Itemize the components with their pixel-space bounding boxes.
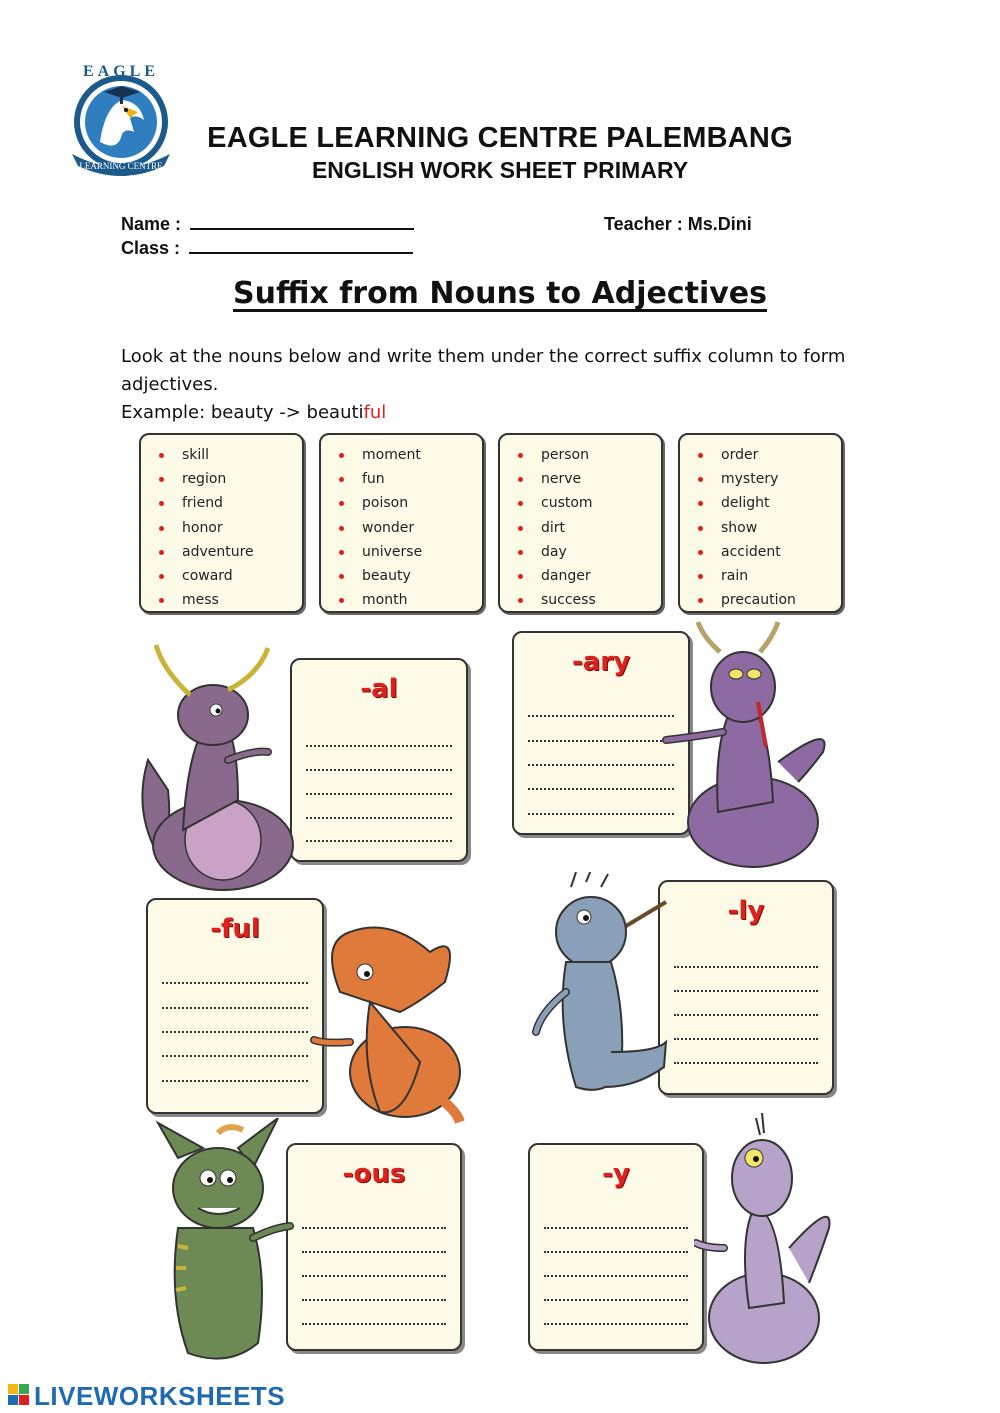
suffix-board-ous: [286, 1143, 462, 1351]
lilac-dragon-illustration: [694, 1108, 834, 1368]
answer-line[interactable]: [544, 1323, 688, 1325]
purple-dragon-illustration: [128, 640, 300, 895]
answer-line[interactable]: [162, 1080, 308, 1082]
answer-input[interactable]: [162, 961, 308, 981]
noun-item[interactable]: mystery: [698, 467, 841, 491]
name-label: Name :: [121, 214, 182, 234]
answer-line[interactable]: [674, 990, 818, 992]
noun-item[interactable]: coward: [159, 564, 302, 588]
answer-input[interactable]: [528, 767, 674, 787]
answer-input[interactable]: [544, 1206, 688, 1226]
suffix-board-al: [290, 658, 468, 862]
suffix-label-ary: -ary: [571, 647, 631, 677]
noun-item[interactable]: day: [518, 540, 661, 564]
answer-line[interactable]: [544, 1275, 688, 1277]
answer-input[interactable]: [306, 748, 452, 768]
answer-line[interactable]: [528, 715, 674, 717]
answer-line[interactable]: [302, 1275, 446, 1277]
noun-item[interactable]: show: [698, 516, 841, 540]
answer-line[interactable]: [302, 1227, 446, 1229]
noun-item[interactable]: month: [339, 588, 482, 612]
answer-line[interactable]: [302, 1323, 446, 1325]
noun-box-2: [319, 433, 484, 613]
answer-input[interactable]: [544, 1230, 688, 1250]
answer-input[interactable]: [306, 819, 452, 839]
logo-ribbon-text: LEARNING CENTRE: [79, 161, 163, 171]
instructions-text: Look at the nouns below and write them under the correct suffix column to form adjectives.: [121, 346, 846, 395]
noun-item[interactable]: delight: [698, 491, 841, 515]
noun-item[interactable]: skill: [159, 443, 302, 467]
noun-item[interactable]: friend: [159, 491, 302, 515]
noun-item[interactable]: mess: [159, 588, 302, 612]
suffix-board-y: [528, 1143, 704, 1351]
answer-input[interactable]: [528, 792, 674, 812]
noun-item[interactable]: person: [518, 443, 661, 467]
answer-line[interactable]: [302, 1299, 446, 1301]
noun-item[interactable]: custom: [518, 491, 661, 515]
noun-item[interactable]: poison: [339, 491, 482, 515]
answer-input[interactable]: [674, 1017, 818, 1037]
answer-input[interactable]: [528, 694, 674, 714]
example-text: Example: beauty -> beauti: [121, 402, 364, 423]
suffix-label-ous: -ous: [342, 1159, 406, 1189]
answer-input[interactable]: [302, 1206, 446, 1226]
class-blank[interactable]: [189, 238, 413, 254]
answer-input[interactable]: [162, 1034, 308, 1054]
answer-input[interactable]: [302, 1254, 446, 1274]
answer-input[interactable]: [674, 993, 818, 1013]
answer-input[interactable]: [306, 724, 452, 744]
green-dragon-illustration: [148, 1118, 298, 1373]
sheet-subtitle: ENGLISH WORK SHEET PRIMARY: [311, 157, 689, 183]
noun-box-3: [498, 433, 663, 613]
answer-line[interactable]: [674, 966, 818, 968]
noun-box-4: [678, 433, 843, 613]
noun-box-1: [139, 433, 304, 613]
answer-line[interactable]: [528, 813, 674, 815]
answer-input[interactable]: [162, 1010, 308, 1030]
answer-line[interactable]: [528, 788, 674, 790]
answer-input[interactable]: [544, 1278, 688, 1298]
answer-input[interactable]: [544, 1302, 688, 1322]
answer-line[interactable]: [306, 745, 452, 747]
answer-line[interactable]: [528, 764, 674, 766]
answer-line[interactable]: [162, 982, 308, 984]
noun-item[interactable]: wonder: [339, 516, 482, 540]
noun-item[interactable]: success: [518, 588, 661, 612]
class-label: Class :: [121, 238, 181, 258]
worksheet-title: [0, 276, 1000, 311]
answer-line[interactable]: [544, 1299, 688, 1301]
answer-input[interactable]: [674, 969, 818, 989]
noun-item[interactable]: danger: [518, 564, 661, 588]
answer-line[interactable]: [544, 1227, 688, 1229]
liveworksheets-logo-icon: [8, 1384, 30, 1406]
example-suffix: ful: [363, 402, 387, 423]
answer-input[interactable]: [528, 719, 674, 739]
suffix-board-ly: [658, 880, 834, 1095]
answer-line[interactable]: [674, 1038, 818, 1040]
answer-input[interactable]: [302, 1302, 446, 1322]
suffix-label-al: -al: [360, 674, 398, 704]
noun-item[interactable]: honor: [159, 516, 302, 540]
noun-item[interactable]: moment: [339, 443, 482, 467]
noun-item[interactable]: adventure: [159, 540, 302, 564]
answer-line[interactable]: [162, 1007, 308, 1009]
noun-item[interactable]: rain: [698, 564, 841, 588]
answer-input[interactable]: [302, 1230, 446, 1250]
answer-input[interactable]: [306, 772, 452, 792]
blue-dragon-illustration: [526, 872, 676, 1122]
liveworksheets-brand[interactable]: LIVEWORKSHEETS: [34, 1381, 286, 1411]
instructions: [121, 343, 861, 427]
noun-item[interactable]: order: [698, 443, 841, 467]
answer-input[interactable]: [544, 1254, 688, 1274]
answer-line[interactable]: [674, 1062, 818, 1064]
suffix-label-ful: -ful: [210, 914, 260, 944]
answer-line[interactable]: [302, 1251, 446, 1253]
teacher-label: Teacher : Ms.Dini: [604, 214, 752, 234]
answer-line[interactable]: [674, 1014, 818, 1016]
answer-input[interactable]: [674, 1041, 818, 1061]
answer-line[interactable]: [162, 1031, 308, 1033]
answer-line[interactable]: [306, 793, 452, 795]
answer-input[interactable]: [162, 1059, 308, 1079]
noun-item[interactable]: beauty: [339, 564, 482, 588]
answer-line[interactable]: [528, 740, 674, 742]
answer-input[interactable]: [528, 743, 674, 763]
name-blank[interactable]: [190, 214, 414, 230]
suffix-board-ful: [146, 898, 324, 1114]
worksheet-title-text: Suffix from Nouns to Adjectives: [233, 276, 767, 311]
school-title: EAGLE LEARNING CENTRE PALEMBANG: [207, 122, 793, 154]
noun-item[interactable]: universe: [339, 540, 482, 564]
answer-input[interactable]: [306, 796, 452, 816]
answer-input[interactable]: [674, 945, 818, 965]
answer-input[interactable]: [302, 1278, 446, 1298]
example-line: [121, 399, 861, 427]
suffix-label-y: -y: [602, 1159, 630, 1189]
noun-item[interactable]: region: [159, 467, 302, 491]
noun-item[interactable]: dirt: [518, 516, 661, 540]
noun-item[interactable]: precaution: [698, 588, 841, 612]
orange-dragon-illustration: [310, 912, 470, 1127]
name-field-row: [121, 214, 414, 235]
answer-input[interactable]: [162, 986, 308, 1006]
answer-line[interactable]: [306, 840, 452, 842]
class-field-row: [121, 238, 413, 259]
answer-line[interactable]: [162, 1055, 308, 1057]
logo-top-text: EAGLE: [82, 63, 160, 80]
answer-line[interactable]: [306, 769, 452, 771]
suffix-label-ly: -ly: [727, 896, 765, 926]
answer-line[interactable]: [544, 1251, 688, 1253]
noun-item[interactable]: fun: [339, 467, 482, 491]
violet-dragon-illustration: [658, 612, 836, 874]
noun-item[interactable]: accident: [698, 540, 841, 564]
noun-item[interactable]: nerve: [518, 467, 661, 491]
